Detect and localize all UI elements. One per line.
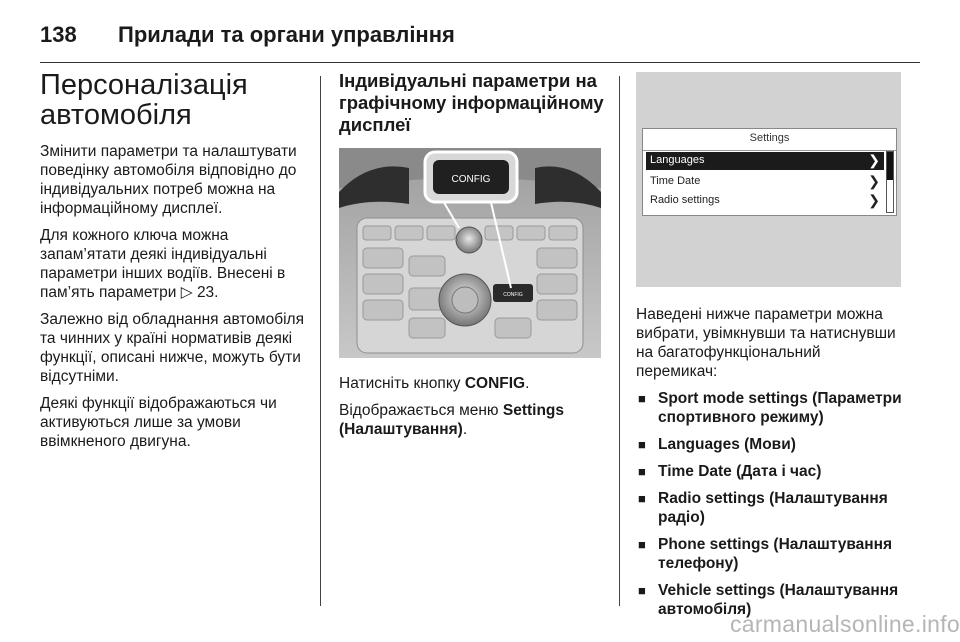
- middle-column: [339, 70, 604, 146]
- display-scrollbar-thumb[interactable]: [887, 152, 893, 180]
- page-reference-link[interactable]: 23.: [196, 284, 219, 301]
- display-menu-item[interactable]: [646, 173, 884, 191]
- column-divider-2: [619, 76, 620, 606]
- memory-paragraph: [40, 226, 310, 302]
- settings-menu-paragraph: [339, 401, 609, 439]
- display-menu-item-label: Time Date: [650, 175, 701, 187]
- settings-display-screen: [642, 128, 897, 216]
- list-item: [636, 462, 906, 481]
- option-label: Time Date (Дата і час): [658, 463, 822, 480]
- display-menu-item[interactable]: [646, 152, 884, 170]
- page-number: 138: [40, 22, 77, 47]
- options-intro: Наведені нижче параметри можна вибрати, увімкнувши та натиснувши на багатофункціональний перемикач:: [636, 306, 896, 380]
- control-panel-figure: [339, 148, 601, 358]
- page-heading: Прилади та органи управління: [118, 22, 455, 47]
- left-column: [40, 70, 310, 459]
- press-text: Натисніть кнопку: [339, 375, 465, 392]
- display-menu-item-label: Languages: [650, 154, 705, 166]
- engine-paragraph: Деякі функції відображаються чи активуються лише за умови ввімкненого двигуна.: [40, 395, 277, 450]
- subsection-title: Індивідуальні параметри на графічному інформаційному дисплеї: [339, 70, 604, 135]
- menu-text: Відображається меню: [339, 402, 503, 419]
- square-bullet-icon: ■: [638, 583, 646, 598]
- square-bullet-icon: ■: [638, 391, 646, 406]
- memory-text: Для кожного ключа можна запам’ятати деякі індивідуальні параметри інших водіїв. Внесені в пам’ять параметри: [40, 227, 286, 301]
- display-menu-item-label: Radio settings: [650, 194, 720, 206]
- option-label: Sport mode settings (Параметри спортивного режиму): [658, 390, 902, 426]
- menu-text-end: .: [462, 421, 468, 438]
- square-bullet-icon: ■: [638, 437, 646, 452]
- press-text-end: .: [525, 375, 530, 392]
- chevron-right-icon: ❯: [868, 173, 880, 189]
- config-callout-label: CONFIG: [451, 174, 491, 185]
- list-item: [636, 535, 906, 573]
- display-scrollbar[interactable]: [886, 151, 894, 213]
- list-item: [636, 489, 906, 527]
- config-button-name: CONFIG: [464, 375, 526, 392]
- page-header: [40, 14, 920, 63]
- option-label: Radio settings (Налаштування радіо): [658, 490, 888, 526]
- right-column: [636, 305, 906, 627]
- option-label: Vehicle settings (Налаштування автомобіля): [658, 582, 899, 618]
- square-bullet-icon: ■: [638, 537, 646, 552]
- chevron-right-icon: ❯: [868, 192, 880, 208]
- equipment-paragraph: Залежно від обладнання автомобіля та чинних у країні нормативів деякі функції, описані нижче, можуть бути відсутніми.: [40, 311, 304, 385]
- option-label: Languages (Мови): [658, 436, 796, 453]
- chevron-right-icon: ❯: [868, 152, 880, 168]
- intro-paragraph: Змінити параметри та налаштувати поведінку автомобіля відповідно до індивідуальних потреб можна на інформаційному дисплеї.: [40, 143, 297, 217]
- square-bullet-icon: ■: [638, 464, 646, 479]
- middle-instructions: [339, 374, 609, 447]
- control-panel-illustration: [339, 148, 601, 358]
- square-bullet-icon: ■: [638, 491, 646, 506]
- press-config-paragraph: [339, 374, 609, 393]
- option-label: Phone settings (Налаштування телефону): [658, 536, 893, 572]
- section-title: Персоналізація автомобіля: [40, 69, 248, 131]
- reference-arrow-icon: ▷: [180, 284, 193, 301]
- list-item: [636, 389, 906, 427]
- settings-display-figure: [636, 72, 901, 287]
- settings-options-list: [636, 389, 906, 619]
- list-item: [636, 435, 906, 454]
- settings-menu-name: Settings (Налаштування): [339, 402, 565, 438]
- column-divider-1: [320, 76, 321, 606]
- watermark: carmanualsonline.info: [729, 611, 960, 637]
- display-title: Settings: [643, 129, 896, 151]
- config-button-label: CONFIG: [503, 292, 523, 298]
- display-menu-item[interactable]: [646, 192, 884, 210]
